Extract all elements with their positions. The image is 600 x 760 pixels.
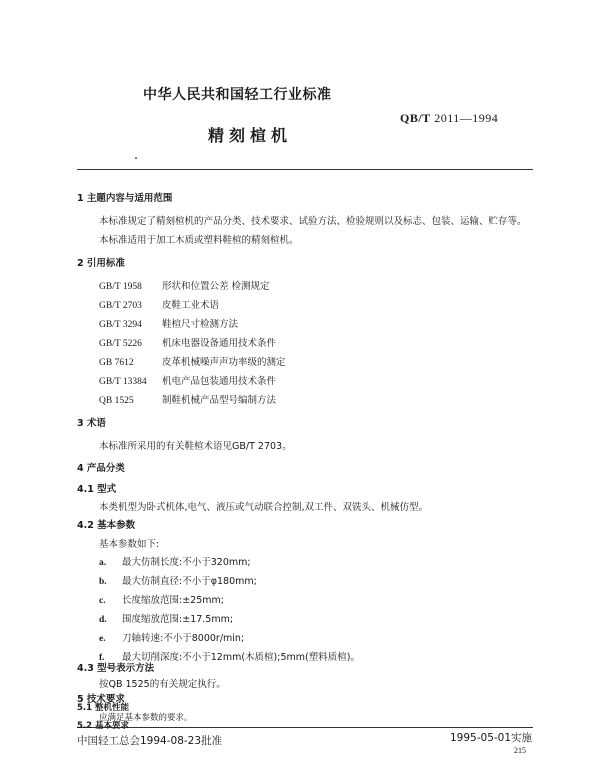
section-4-2-heading: 4.2 基本参数 bbox=[77, 520, 136, 531]
reference-title: 皮革机械噪声声功率级的测定 bbox=[162, 357, 286, 368]
reference-title: 制鞋机械产品型号编制方法 bbox=[162, 395, 277, 406]
reference-code: GB/T 2703 bbox=[99, 301, 142, 311]
parameter-letter: e. bbox=[99, 634, 106, 644]
reference-item bbox=[99, 373, 276, 387]
section-5-1-text: 应满足基本参数的要求。 bbox=[99, 713, 193, 723]
implementation-date: 1995-05-01实施 bbox=[450, 732, 533, 744]
parameter-item bbox=[99, 611, 233, 625]
section-5-2-heading: 5.2 基本要求 bbox=[77, 721, 130, 731]
standard-code-number: 2011—1994 bbox=[434, 111, 499, 125]
parameter-item bbox=[99, 554, 251, 568]
parameter-text: 最大仿制直径:不小于φ180mm; bbox=[122, 576, 257, 587]
parameter-text: 长度缩放范围:±25mm; bbox=[122, 595, 224, 606]
reference-item bbox=[99, 278, 270, 292]
section-3-heading: 3 术语 bbox=[77, 418, 106, 429]
reference-item bbox=[99, 297, 219, 311]
reference-title: 鞋楦尺寸检测方法 bbox=[162, 319, 239, 330]
section-2-heading: 2 引用标准 bbox=[77, 258, 125, 269]
reference-code: GB/T 1958 bbox=[99, 282, 142, 292]
parameter-letter: f. bbox=[99, 653, 105, 663]
parameter-item bbox=[99, 592, 224, 606]
print-speck bbox=[135, 157, 137, 159]
section-3-paragraph: 本标准所采用的有关鞋楦术语见GB/T 2703。 bbox=[99, 441, 292, 452]
section-1-paragraph-2: 本标准适用于加工木质或塑料鞋楦的精刻楦机。 bbox=[99, 235, 299, 246]
section-5-heading: 5 技术要求 bbox=[77, 694, 125, 705]
parameter-text: 刀轴转速:不小于8000r/min; bbox=[122, 633, 245, 644]
section-4-2-intro: 基本参数如下: bbox=[99, 539, 160, 550]
parameter-letter: d. bbox=[99, 615, 107, 625]
section-1-paragraph-1: 本标准规定了精刻楦机的产品分类、技术要求、试验方法、检验规则以及标志、包装、运输、贮存等。 bbox=[99, 216, 527, 227]
reference-item bbox=[99, 392, 276, 406]
header-divider bbox=[77, 169, 533, 170]
section-4-heading: 4 产品分类 bbox=[77, 463, 125, 474]
reference-code: GB/T 13384 bbox=[99, 377, 147, 387]
reference-item bbox=[99, 316, 238, 330]
reference-code: QB 1525 bbox=[99, 396, 134, 406]
parameter-item bbox=[99, 630, 244, 644]
standard-code bbox=[400, 111, 498, 126]
document-title: 精刻楦机 bbox=[208, 126, 293, 145]
reference-code: GB/T 5226 bbox=[99, 339, 142, 349]
footer-divider bbox=[77, 727, 533, 728]
parameter-letter: a. bbox=[99, 558, 107, 568]
reference-code: GB 7612 bbox=[99, 358, 134, 368]
reference-code: GB/T 3294 bbox=[99, 320, 142, 330]
reference-item bbox=[99, 335, 276, 349]
reference-title: 机床电器设备通用技术条件 bbox=[162, 338, 277, 349]
section-4-3-text: 按QB 1525的有关规定执行。 bbox=[99, 679, 226, 690]
standard-organization: 中华人民共和国轻工行业标准 bbox=[143, 87, 332, 103]
parameter-letter: b. bbox=[99, 577, 107, 587]
parameter-item bbox=[99, 573, 257, 587]
section-4-3-heading: 4.3 型号表示方法 bbox=[77, 663, 155, 674]
parameter-text: 最大仿制长度:不小于320mm; bbox=[122, 557, 251, 568]
parameter-text: 围度缩放范围:±17.5mm; bbox=[122, 614, 234, 625]
section-5-1-heading: 5.1 整机性能 bbox=[77, 703, 130, 713]
standard-code-prefix: QB/T bbox=[400, 111, 431, 125]
reference-title: 机电产品包装通用技术条件 bbox=[162, 376, 277, 387]
reference-item bbox=[99, 354, 286, 368]
parameter-letter: c. bbox=[99, 596, 106, 606]
page-number: 215 bbox=[514, 746, 526, 755]
reference-title: 形状和位置公差 检测规定 bbox=[162, 281, 270, 292]
reference-title: 皮鞋工业术语 bbox=[162, 300, 220, 311]
section-4-1-text: 本类机型为卧式机体,电气、液压或气动联合控制,双工件、双铣头、机械仿型。 bbox=[99, 502, 429, 513]
section-4-1-heading: 4.1 型式 bbox=[77, 484, 117, 495]
parameter-text: 最大切削深度:不小于12mm(木质楦);5mm(塑料质楦)。 bbox=[122, 652, 360, 663]
section-1-heading: 1 主题内容与适用范围 bbox=[77, 193, 173, 204]
approval-date: 中国轻工总会1994-08-23批准 bbox=[77, 735, 223, 747]
